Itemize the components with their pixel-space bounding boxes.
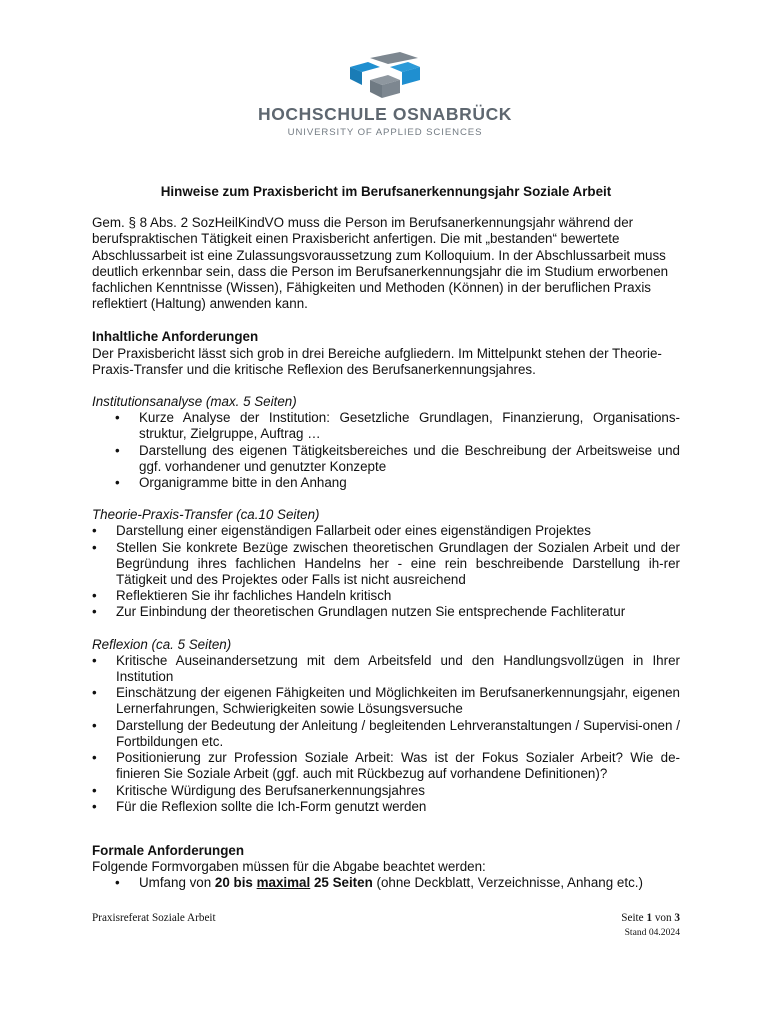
- transfer-list: [92, 523, 680, 620]
- list-item: [92, 875, 680, 891]
- list-item: • Positionierung zur Profession Soziale Arbeit: Was ist der Fokus Sozialer Arbeit? Wie de-finieren Sie Soziale Arbeit (ggf. auch mit Rückbezug auf vorhandene Definitionen)?: [92, 750, 680, 782]
- section-heading-institution: Institutionsanalyse (max. 5 Seiten): [92, 394, 297, 410]
- list-item: • Darstellung der Bedeutung der Anleitung / begleitenden Lehrveranstaltungen / Supervisi-onen / Fortbildungen etc.: [92, 718, 680, 750]
- document-title: Hinweise zum Praxisbericht im Berufsanerkennungsjahr Soziale Arbeit: [160, 184, 612, 199]
- formal-item-suffix: (ohne Deckblatt, Verzeichnisse, Anhang etc.): [372, 875, 643, 891]
- list-item: • Zur Einbindung der theoretischen Grundlagen nutzen Sie entsprechende Fachliteratur: [92, 604, 680, 620]
- formal-intro: Folgende Formvorgaben müssen für die Abgabe beachtet werden:: [92, 859, 486, 875]
- list-item: • Stellen Sie konkrete Bezüge zwischen theoretischen Grundlagen der Sozialen Arbeit und der Begründung ihres fachlichen Handelns her - eine rein beschreibende Darstellung ih-rer Tätigkeit und des Projektes oder Falls ist nicht ausreichend: [92, 540, 680, 589]
- content-intro: Der Praxisbericht lässt sich grob in drei Bereiche aufgliedern. Im Mittelpunkt stehen der Theorie-Praxis-Transfer und die kritische Reflexion des Berufsanerkennungsjahres.: [92, 345, 662, 377]
- page-number: [621, 912, 680, 924]
- page-total: 3: [674, 912, 680, 924]
- section-heading-reflection: Reflexion (ca. 5 Seiten): [92, 636, 232, 652]
- page-current: 1: [646, 912, 653, 924]
- list-item: • Darstellung einer eigenständigen Fallarbeit oder eines eigenständigen Projektes: [92, 523, 680, 539]
- list-item: • Einschätzung der eigenen Fähigkeiten und Möglichkeiten im Berufsanerkennungsjahr, eigenen Lernerfahrungen, Schwierigkeiten sowie Lösungsversuche: [92, 685, 680, 717]
- list-item: • Darstellung des eigenen Tätigkeitsbereiches und die Beschreibung der Arbeitsweise und ggf. vorhandener und genutzter Konzepte: [92, 443, 680, 475]
- formal-item-maximal: maximal: [256, 875, 311, 891]
- formal-item-bold-a: 20 bis: [214, 875, 253, 891]
- org-subtitle: UNIVERSITY OF APPLIED SCIENCES: [287, 127, 483, 138]
- list-item: • Kurze Analyse der Institution: Gesetzliche Grundlagen, Finanzierung, Organisations-struktur, Zielgruppe, Auftrag …: [92, 410, 680, 442]
- reflection-list: [92, 653, 680, 815]
- list-item: • Für die Reflexion sollte die Ich-Form genutzt werden: [92, 799, 680, 815]
- section-heading-transfer: Theorie-Praxis-Transfer (ca.10 Seiten): [92, 507, 320, 523]
- footer-stand: Stand 04.2024: [624, 927, 680, 938]
- footer-department: Praxisreferat Soziale Arbeit: [92, 912, 216, 924]
- formal-item-bold-b: 25 Seiten: [310, 875, 373, 891]
- formal-list: [92, 875, 680, 891]
- list-item: • Organigramme bitte in den Anhang: [92, 475, 680, 491]
- institution-list: [92, 410, 680, 491]
- list-item: • Kritische Auseinandersetzung mit dem Arbeitsfeld und den Handlungsvollzügen in Ihrer Institution: [92, 653, 680, 685]
- list-item: • Kritische Würdigung des Berufsanerkennungsjahres: [92, 783, 680, 799]
- page-word: Seite: [621, 912, 647, 924]
- formal-item-prefix: Umfang von: [139, 875, 215, 891]
- content-heading: Inhaltliche Anforderungen: [92, 329, 259, 345]
- formal-heading: Formale Anforderungen: [92, 842, 245, 858]
- org-name: HOCHSCHULE OSNABRÜCK: [257, 104, 513, 124]
- list-item: • Reflektieren Sie ihr fachliches Handeln kritisch: [92, 588, 680, 604]
- intro-paragraph: Gem. § 8 Abs. 2 SozHeilKindVO muss die Person im Berufsanerkennungsjahr während der berufspraktischen Tätigkeit einen Praxisbericht anfertigen. Die mit „bestanden“ bewertete Abschlussarbeit ist eine Zulassungsvoraussetzung zum Kolloquium. In der Abschlussarbeit muss deutlich erkennbar sein, dass die Person im Berufsanerkennungsjahr die im Studium erworbenen fachlichen Kenntnisse (Wissen), Fähigkeiten und Methoden (Können) in der beruflichen Praxis reflektiert (Haltung) anwenden kann.: [92, 215, 669, 312]
- page-of: von: [652, 912, 675, 924]
- document-body: [92, 184, 680, 892]
- university-logo: [348, 52, 422, 98]
- logo-top-bar: [370, 52, 418, 64]
